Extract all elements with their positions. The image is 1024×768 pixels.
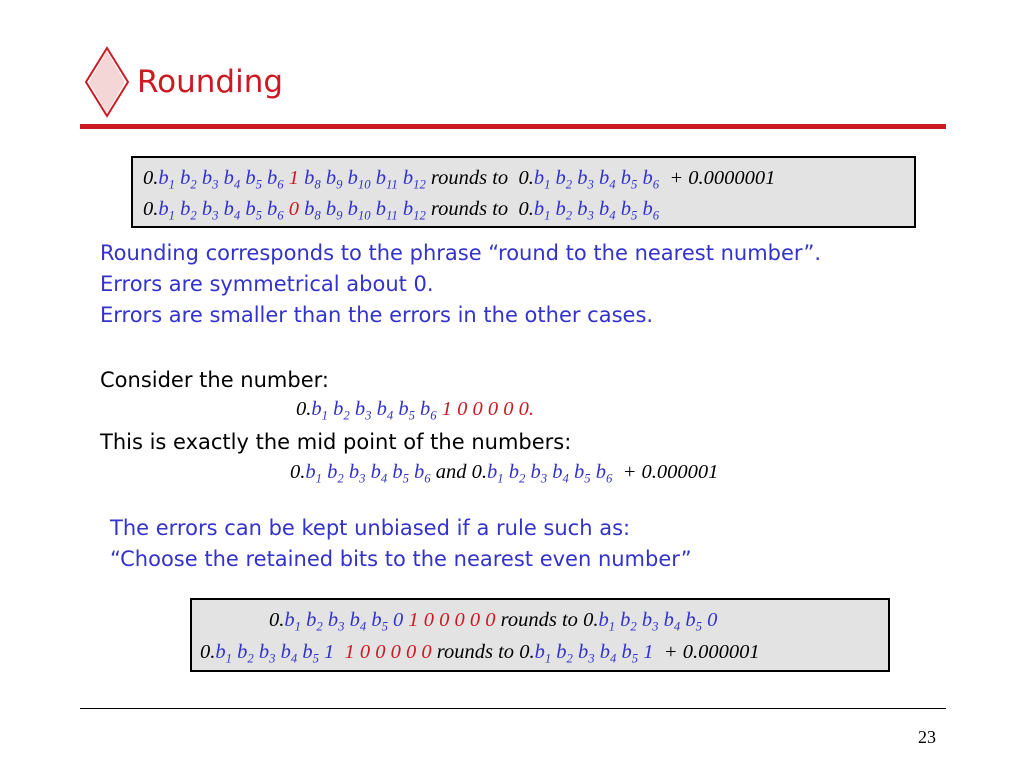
dropped-digit: 1: [288, 167, 300, 189]
bit-symbol: $b_5$: [620, 167, 638, 192]
bit-symbol: $b_1$: [534, 641, 552, 666]
bit-symbol: $b_{12}$: [402, 198, 426, 223]
bit-symbol: $b_5$: [371, 609, 388, 634]
bit-symbol: $b_4$: [223, 198, 241, 223]
tail-digits: 1 0 0 0 0 0: [408, 609, 496, 631]
bit-symbol: $b_6$: [267, 167, 284, 192]
rounds-to-text: rounds to: [430, 198, 509, 220]
tail-bits: [304, 198, 426, 223]
bit-symbol: $b_4$: [599, 641, 617, 666]
bit-symbol: $b_5$: [621, 641, 639, 666]
bit-symbol: $b_1$: [305, 461, 322, 486]
example-number: [296, 398, 534, 421]
bit-symbol: $b_3$: [258, 641, 276, 666]
bit-symbol: $b_6$: [420, 398, 437, 423]
bit-symbol: $b_6$: [595, 461, 613, 486]
page-number: 23: [918, 727, 936, 747]
bit-symbol: $b_9$: [325, 198, 343, 223]
result-last-bit: 1: [643, 641, 654, 663]
bit-symbol: $b_4$: [599, 167, 616, 192]
bit-symbol: $b_5$: [573, 461, 591, 486]
bit-symbol: $b_2$: [180, 198, 197, 223]
bits: [284, 609, 388, 634]
bit-symbol: $b_5$: [245, 198, 262, 223]
bit-symbol: $b_4$: [280, 641, 298, 666]
result-bits: [598, 609, 702, 634]
bit-symbol: $b_1$: [311, 398, 328, 423]
red-diamond-icon: [84, 46, 130, 118]
rounds-to-text: rounds to: [430, 167, 509, 189]
bit-symbol: $b_2$: [555, 198, 573, 223]
bit-symbol: $b_1$: [158, 167, 175, 192]
rounding-example-line-2: [143, 198, 659, 221]
bit-symbol: $b_2$: [327, 461, 344, 486]
paragraph-rounding-phrase: Rounding corresponds to the phrase “round to the nearest number”.: [100, 241, 822, 265]
prefix: 0.: [143, 198, 159, 220]
bit-symbol: $b_4$: [223, 167, 241, 192]
bit-symbol: $b_1$: [533, 167, 551, 192]
round-to-even-box: [190, 598, 890, 672]
bit-symbol: $b_4$: [663, 609, 681, 634]
neighbor-numbers: [290, 461, 718, 484]
bit-symbol: $b_2$: [180, 167, 197, 192]
bit-symbol: $b_4$: [599, 198, 616, 223]
number-tail: 1 0 0 0 0 0.: [441, 398, 535, 420]
round-to-even-line-2: [200, 641, 760, 664]
pair-bits: [305, 461, 431, 486]
result-prefix: 0.: [518, 167, 534, 189]
bit-symbol: $b_2$: [333, 398, 350, 423]
bit-symbol: $b_3$: [201, 198, 219, 223]
bit-symbol: $b_1$: [284, 609, 301, 634]
result-prefix: 0.: [518, 198, 534, 220]
prefix: 0.: [471, 461, 488, 483]
midpoint-text: This is exactly the mid point of the numbers:: [100, 430, 572, 454]
bit-symbol: $b_8$: [304, 198, 321, 223]
bit-symbol: $b_2$: [620, 609, 637, 634]
bit-symbol: $b_4$: [552, 461, 569, 486]
result-last-bit: 0: [707, 609, 718, 631]
bit-symbol: $b_5$: [302, 641, 319, 666]
retained-bit: 0: [393, 609, 404, 631]
prefix: 0.: [296, 398, 312, 420]
addend: + 0.000001: [622, 461, 719, 483]
bit-symbol: $b_{11}$: [375, 198, 398, 223]
bit-symbol: $b_3$: [354, 398, 372, 423]
bit-symbol: $b_5$: [398, 398, 415, 423]
bit-symbol: $b_1$: [533, 198, 551, 223]
bit-symbol: $b_5$: [392, 461, 409, 486]
result-prefix: 0.: [519, 641, 535, 663]
number-bits: [311, 398, 437, 423]
bit-symbol: $b_4$: [376, 398, 394, 423]
bit-symbol: $b_6$: [642, 198, 660, 223]
bits: [215, 641, 319, 666]
paragraph-errors-symmetrical: Errors are symmetrical about 0.: [100, 272, 434, 296]
footer-divider: [80, 708, 946, 709]
slide-title: Rounding: [137, 64, 284, 100]
bit-symbol: $b_3$: [641, 609, 659, 634]
bit-symbol: $b_4$: [349, 609, 367, 634]
prefix: 0.: [143, 167, 159, 189]
bit-symbol: $b_{10}$: [347, 198, 371, 223]
rounding-example-line-1: [143, 167, 775, 190]
bit-symbol: $b_2$: [555, 167, 573, 192]
bit-symbol: $b_2$: [556, 641, 573, 666]
round-to-even-line-1: [269, 609, 717, 632]
bit-symbol: $b_5$: [685, 609, 702, 634]
prefix: 0.: [290, 461, 306, 483]
bit-symbol: $b_4$: [370, 461, 388, 486]
tail-digits: 1 0 0 0 0 0: [344, 641, 432, 663]
result-bits: [534, 641, 639, 666]
bit-symbol: $b_3$: [578, 641, 595, 666]
prefix: 0.: [269, 609, 285, 631]
bit-symbol: $b_8$: [304, 167, 321, 192]
bit-symbol: $b_3$: [348, 461, 366, 486]
result-prefix: 0.: [583, 609, 599, 631]
bit-symbol: $b_2$: [237, 641, 254, 666]
dropped-digit: 0: [288, 198, 300, 220]
pair-bits: [487, 461, 613, 486]
bit-symbol: $b_6$: [267, 198, 284, 223]
bit-symbol: $b_1$: [215, 641, 232, 666]
nearest-even-rule: “Choose the retained bits to the nearest even number”: [110, 547, 692, 571]
addend: + 0.0000001: [669, 167, 776, 189]
bit-symbol: $b_5$: [245, 167, 262, 192]
bit-symbol: $b_3$: [577, 167, 594, 192]
consider-intro: Consider the number:: [100, 368, 329, 392]
addend: + 0.000001: [663, 641, 760, 663]
bit-symbol: $b_6$: [414, 461, 431, 486]
bit-symbol: $b_3$: [327, 609, 345, 634]
rounding-example-box: [131, 156, 916, 228]
result-bits: [533, 167, 660, 192]
bit-symbol: $b_{11}$: [375, 167, 398, 192]
unbiased-text: The errors can be kept unbiased if a rule such as:: [110, 516, 631, 540]
bit-symbol: $b_3$: [577, 198, 594, 223]
and-text: and: [435, 461, 467, 483]
bit-symbol: $b_3$: [530, 461, 548, 486]
rounds-to-text: rounds to: [500, 609, 578, 631]
bit-symbol: $b_9$: [325, 167, 343, 192]
bit-symbol: $b_{10}$: [347, 167, 371, 192]
lead-bits: [158, 167, 284, 192]
bit-symbol: $b_{12}$: [402, 167, 426, 192]
bit-symbol: $b_1$: [598, 609, 616, 634]
bit-symbol: $b_6$: [642, 167, 660, 192]
bit-symbol: $b_2$: [508, 461, 526, 486]
bit-symbol: $b_3$: [201, 167, 219, 192]
paragraph-errors-smaller: Errors are smaller than the errors in the other cases.: [100, 303, 654, 327]
lead-bits: [158, 198, 284, 223]
prefix: 0.: [200, 641, 216, 663]
tail-bits: [304, 167, 426, 192]
title-divider: [80, 124, 946, 129]
bit-symbol: $b_2$: [306, 609, 323, 634]
bit-symbol: $b_5$: [620, 198, 638, 223]
result-bits: [533, 198, 660, 223]
bit-symbol: $b_1$: [158, 198, 175, 223]
rounds-to-text: rounds to: [436, 641, 515, 663]
retained-bit: 1: [324, 641, 335, 663]
bit-symbol: $b_1$: [487, 461, 504, 486]
